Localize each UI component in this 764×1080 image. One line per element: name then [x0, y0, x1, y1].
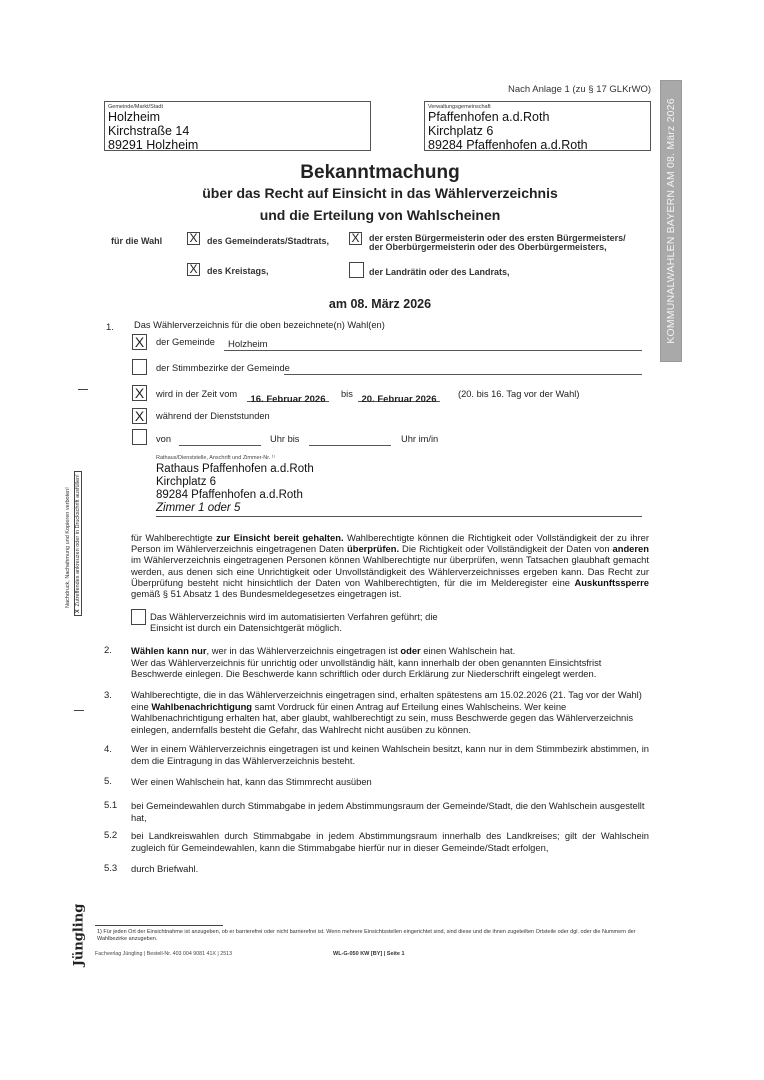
- municipality-label: Gemeinde/Markt/Stadt: [108, 104, 164, 110]
- office-hours-label: während der Dienststunden: [156, 411, 270, 421]
- automated-option-label: Das Wählerverzeichnis wird im automatisierten Verfahren geführt; die Einsicht ist durch ein Datensichtgerät möglich.: [150, 611, 438, 633]
- form-id: WL-G-050 KW [BY] | Seite 1: [333, 951, 405, 957]
- body-bold-text: Auskunftssperre: [574, 576, 649, 588]
- office-label: Rathaus/Dienststelle, Anschrift und Zimmer-Nr. ¹⁾: [156, 455, 276, 461]
- period-to-value: 20. Februar 2026: [361, 394, 437, 405]
- section-5-3-body: durch Briefwahl.: [131, 863, 199, 874]
- side-banner-text: KOMMUNALWAHLEN BAYERN AM 08. März 2026: [665, 98, 677, 344]
- body-bold-text: überprüfen.: [346, 543, 400, 555]
- body-bold-text: Wählen kann nur: [131, 645, 207, 656]
- option-municipal-council-label: des Gemeinderats/Stadtrats,: [207, 236, 330, 246]
- administration-city: 89284 Pfaffenhofen a.d.Roth: [428, 138, 588, 152]
- body-text: für Wahlberechtigte: [131, 532, 217, 543]
- checkbox-district-council[interactable]: X: [187, 263, 200, 276]
- checkbox-automated[interactable]: [131, 609, 146, 625]
- option-district-council-label: des Kreistags,: [207, 266, 269, 276]
- body-text: im Wählerverzeichnis eingetragenen Personen können Wahlberechtigte nur überprüfen, wenn Tatsachen glaubhaft gemacht werden, aus denen sich eine Unrichtigkeit oder Unvollständigkeit des Wählerverzeichnisses ergeben kann. Das Recht zur Überprüfung besteht nicht hinsichtlich der Daten von Wahlberechtigten, für die im Melderegister eine: [131, 554, 649, 588]
- districts-option-label: der Stimmbezirke der Gemeinde: [156, 363, 290, 373]
- period-to-field[interactable]: [358, 389, 440, 405]
- footnote: 1) Für jeden Ort der Einsichtnahme ist anzugeben, ob er barrierefrei oder nicht barrierefrei ist. Wenn mehrere Einsichtsstellen eingerichtet sind, sind diese und die ihnen zugeteilten Ortsteile oder dgl. oder die Nummern der Wahlbezirke anzugeben.: [97, 929, 636, 942]
- municipality-field[interactable]: [224, 339, 642, 351]
- body-bold-text: oder: [400, 645, 421, 656]
- districts-field[interactable]: [284, 363, 642, 375]
- period-note: (20. bis 16. Tag vor der Wahl): [458, 389, 580, 399]
- section-1-intro: Das Wählerverzeichnis für die oben bezeichnete(n) Wahl(en): [134, 320, 385, 330]
- section-3-number: 3.: [104, 690, 112, 701]
- section-2-number: 2.: [104, 645, 112, 656]
- checkbox-districts[interactable]: [132, 359, 147, 375]
- section-5-number: 5.: [104, 776, 112, 787]
- office-field-line: [156, 516, 642, 517]
- time-end-label: Uhr im/in: [401, 434, 439, 444]
- checkbox-municipality[interactable]: X: [132, 334, 147, 350]
- office-street: Kirchplatz 6: [156, 476, 217, 488]
- municipality-field-value: Holzheim: [228, 339, 268, 350]
- document-subtitle-2: und die Erteilung von Wahlscheinen: [259, 207, 501, 223]
- municipality-name: Holzheim: [108, 110, 161, 124]
- section-4-body: Wer in einem Wählerverzeichnis eingetragen ist und keinen Wahlschein besitzt, kann nur in dem Stimmbezirk abstimmen, in dem die Eintragung in das Wählerverzeichnis besteht.: [131, 743, 649, 766]
- section-5-body: Wer einen Wahlschein hat, kann das Stimmrecht ausüben: [131, 776, 372, 787]
- side-note-instruction: [74, 471, 82, 616]
- section-5-1-body: bei Gemeindewahlen durch Stimmabgabe in jedem Abstimmungsraum der Gemeinde/Stadt, die den Wahlschein ausgestellt hat,: [131, 800, 645, 823]
- section-3-body: [131, 689, 649, 735]
- section-4-number: 4.: [104, 744, 112, 755]
- body-text: Die Richtigkeit oder Vollständigkeit der Daten von: [399, 543, 613, 555]
- time-from-label: von: [156, 434, 171, 444]
- option-lord-mayor-label: der Oberbürgermeisterin oder des Oberbürgermeisters,: [369, 242, 607, 252]
- side-note-checkbox-mark: X: [75, 609, 81, 613]
- section-2-body: [131, 645, 649, 680]
- document-subtitle-1: über das Recht auf Einsicht in das Wählerverzeichnis: [202, 185, 558, 201]
- time-to-field[interactable]: [309, 434, 391, 446]
- election-date: am 08. März 2026: [328, 297, 432, 311]
- option-mayor-label: der ersten Bürgermeisterin oder des ersten Bürgermeisters/: [369, 233, 626, 243]
- period-option-label: wird in der Zeit vom: [156, 389, 238, 399]
- body-text: , wer in das Wählerverzeichnis eingetragen ist: [206, 645, 401, 656]
- election-type-label: für die Wahl: [111, 236, 163, 246]
- body-bold-text: anderen: [612, 543, 649, 555]
- section-1-number: 1.: [106, 322, 114, 333]
- body-text: gemäß § 51 Absatz 1 des Bundesmeldegesetzes eingetragen ist.: [131, 588, 402, 600]
- publisher-logo-text: Jüngling: [71, 903, 87, 967]
- municipality-city: 89291 Holzheim: [108, 138, 199, 152]
- publisher-info: Fachverlag Jüngling | Bestell-Nr. 403 004 9081 41X | 2513: [95, 951, 233, 957]
- body-text: Wer das Wählerverzeichnis für unrichtig oder unvollständig hält, kann innerhalb der oben genannten Einsichtsfrist Beschwerde einlegen. Die Beschwerde kann schriftlich oder durch Erklärung zur Niederschrift eingelegt werden.: [131, 656, 602, 679]
- publisher-logo: [70, 905, 88, 965]
- side-note: [60, 452, 90, 616]
- office-city: 89284 Pfaffenhofen a.d.Roth: [156, 489, 303, 501]
- checkbox-custom-time[interactable]: [132, 429, 147, 445]
- section-5-3-number: 5.3: [104, 863, 118, 874]
- document-title: Bekanntmachung: [300, 162, 460, 183]
- administration-name: Pfaffenhofen a.d.Roth: [428, 110, 550, 124]
- checkbox-district-administrator[interactable]: [349, 262, 364, 278]
- period-to-label: bis: [341, 389, 353, 399]
- administration-address-box: [424, 101, 651, 151]
- period-from-value: 16. Februar 2026: [250, 394, 326, 405]
- municipality-option-label: der Gemeinde: [156, 337, 215, 347]
- municipality-street: Kirchstraße 14: [108, 124, 190, 138]
- time-from-field[interactable]: [179, 434, 261, 446]
- checkbox-municipal-council[interactable]: X: [187, 232, 200, 245]
- body-bold-text: zur Einsicht bereit gehalten.: [216, 532, 344, 543]
- footnote-rule: [95, 925, 223, 926]
- municipality-address-box: [104, 101, 371, 151]
- office-name: Rathaus Pfaffenhofen a.d.Roth: [156, 463, 314, 475]
- office-room: Zimmer 1 oder 5: [156, 502, 241, 514]
- election-side-banner: [660, 80, 682, 362]
- body-text: samt Vordruck für einen Antrag auf Erteilung eines Wahlscheins. Wer keine Wahlbenachrichtigung erhalten hat, aber glaubt, wahlberechtigt zu sein, muss Beschwerde gegen das Wählerverzeichnis einlegen, andernfalls besteht die Gefahr, das Wahlrecht nicht ausüben zu können.: [131, 700, 634, 735]
- body-text: Wahlberechtigte, die in das Wählerverzeichnis eingetragen sind, erhalten spätestens am 15.02.2026 (21. Tag vor der Wahl) eine: [131, 689, 642, 712]
- administration-label: Verwaltungsgemeinschaft: [428, 104, 491, 110]
- section-5-2-number: 5.2: [104, 830, 118, 841]
- side-note-copyright: Nachdruck, Nachahmung und Kopieren verboten!: [65, 487, 71, 608]
- side-note-instruction-text: Zutreffendes ankreuzen oder in Druckschrift ausfüllen!: [75, 474, 81, 607]
- period-from-field[interactable]: [247, 389, 329, 405]
- checkbox-period[interactable]: X: [132, 385, 147, 401]
- administration-street: Kirchplatz 6: [428, 124, 494, 138]
- annex-reference: Nach Anlage 1 (zu § 17 GLKrWO): [508, 84, 652, 95]
- checkbox-office-hours[interactable]: X: [132, 408, 147, 424]
- fold-mark: [78, 389, 88, 390]
- section-1-body: [131, 532, 649, 599]
- section-5-2-body: bei Landkreiswahlen durch Stimmabgabe in jedem Abstimmungsraum innerhalb des Landkreises; gilt der Wahlschein zugleich für Gemeindewahlen, kann die Stimmabgabe hierfür nur in dieser Gemeinde/Stadt erfolgen,: [131, 830, 649, 853]
- fold-mark: [74, 710, 84, 711]
- checkbox-mayor[interactable]: X: [349, 232, 362, 245]
- body-text: Wahlberechtigte können die Richtigkeit oder Vollständigkeit der zu ihrer Person im Wählerverzeichnis eingetragenen Daten: [131, 532, 649, 555]
- body-bold-text: Wahlbenachrichtigung: [151, 700, 253, 712]
- time-mid-label: Uhr bis: [270, 434, 300, 444]
- section-5-1-number: 5.1: [104, 800, 118, 811]
- option-district-administrator-label: der Landrätin oder des Landrats,: [369, 267, 510, 277]
- body-text: einen Wahlschein hat.: [420, 645, 516, 656]
